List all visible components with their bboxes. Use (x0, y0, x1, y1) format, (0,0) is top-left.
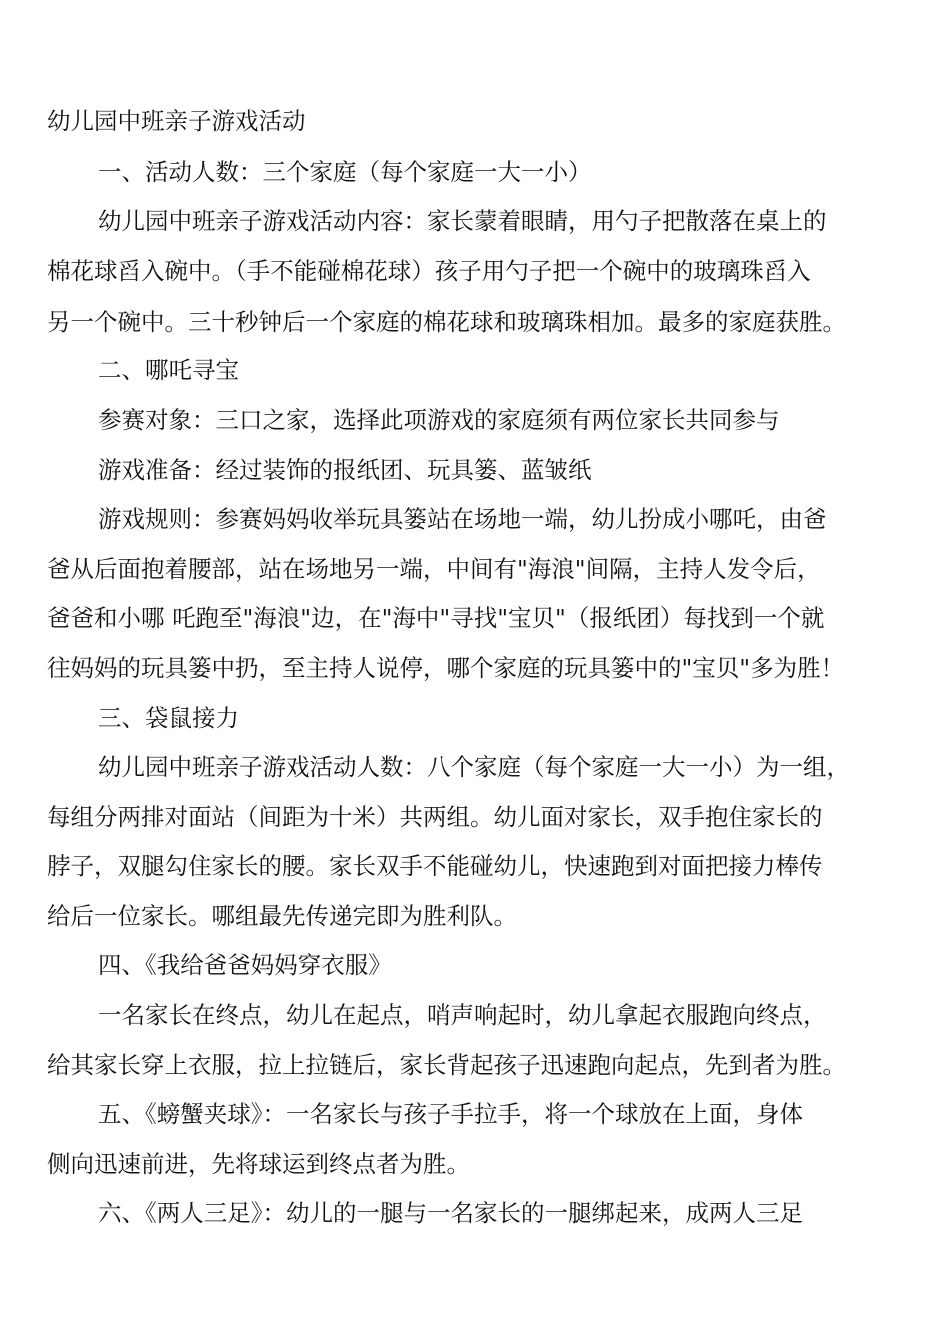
document-title: 幼儿园中班亲子游戏活动 (47, 107, 306, 135)
section-heading-4: 四、《我给爸爸妈妈穿衣服》 (98, 951, 392, 979)
paragraph-line: 参赛对象：三口之家，选择此项游戏的家庭须有两位家长共同参与 (98, 406, 780, 434)
paragraph-line: 每组分两排对面站（间距为十米）共两组。幼儿面对家长，双手抱住家长的 (47, 803, 823, 831)
section-heading-1: 一、活动人数：三个家庭（每个家庭一大一小） (98, 158, 592, 186)
section-heading-2: 二、哪吒寻宝 (98, 356, 239, 384)
paragraph-line: 侧向迅速前进，先将球运到终点者为胜。 (47, 1150, 470, 1178)
paragraph-line: 脖子，双腿勾住家长的腰。家长双手不能碰幼儿，快速跑到对面把接力棒传 (47, 852, 823, 880)
paragraph-line: 一名家长在终点，幼儿在起点，哨声响起时，幼儿拿起衣服跑向终点， (98, 1001, 827, 1029)
paragraph-line: 幼儿园中班亲子游戏活动内容：家长蒙着眼睛，用勺子把散落在桌上的 (98, 207, 827, 235)
paragraph-line: 另一个碗中。三十秒钟后一个家庭的棉花球和玻璃珠相加。最多的家庭获胜。 (47, 308, 846, 336)
section-heading-3: 三、袋鼠接力 (98, 704, 239, 732)
paragraph-line: 给后一位家长。哪组最先传递完即为胜利队。 (47, 902, 517, 930)
paragraph-line: 棉花球舀入碗中。（手不能碰棉花球）孩子用勺子把一个碗中的玻璃珠舀入 (47, 257, 811, 285)
paragraph-line: 幼儿园中班亲子游戏活动人数：八个家庭（每个家庭一大一小）为一组， (98, 753, 850, 781)
paragraph-line: 爸从后面抱着腰部，站在场地另一端，中间有"海浪"间隔，主持人发令后， (47, 555, 821, 583)
paragraph-line: 游戏规则：参赛妈妈收举玩具篓站在场地一端，幼儿扮成小哪吒，由爸 (98, 505, 827, 533)
paragraph-line: 往妈妈的玩具篓中扔，至主持人说停，哪个家庭的玩具篓中的"宝贝"多为胜！ (47, 654, 845, 682)
paragraph-line: 爸爸和小哪 吒跑至"海浪"边，在"海中"寻找"宝贝"（报纸团）每找到一个就 (47, 604, 825, 632)
section-heading-6: 六、《两人三足》：幼儿的一腿与一名家长的一腿绑起来，成两人三足 (98, 1199, 803, 1227)
paragraph-line: 给其家长穿上衣服，拉上拉链后，家长背起孩子迅速跑向起点，先到者为胜。 (47, 1051, 846, 1079)
paragraph-line: 游戏准备：经过装饰的报纸团、玩具篓、蓝皱纸 (98, 456, 592, 484)
section-heading-5: 五、《螃蟹夹球》：一名家长与孩子手拉手，将一个球放在上面，身体 (98, 1100, 803, 1128)
